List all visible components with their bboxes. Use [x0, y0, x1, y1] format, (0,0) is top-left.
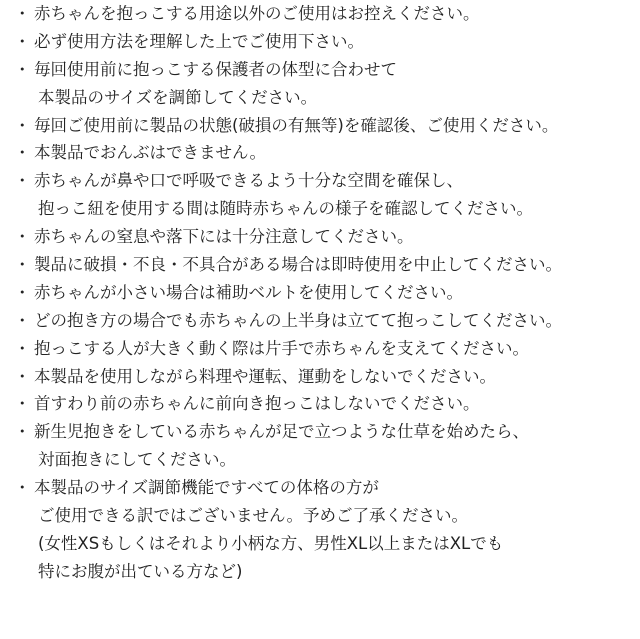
- precaution-text: 赤ちゃんを抱っこする用途以外のご使用はお控えください。: [34, 4, 480, 23]
- precaution-text: 本製品を使用しながら料理や運転、運動をしないでください。: [34, 366, 496, 386]
- bullet-mark: ・: [14, 4, 31, 23]
- precaution-continuation: [0, 84, 640, 112]
- bullet-mark: ・: [14, 255, 31, 275]
- precaution-line: [0, 390, 640, 418]
- precaution-text: (女性XSもしくはそれより小柄な方、男性XL以上またはXLでも: [38, 533, 504, 553]
- bullet-mark: ・: [14, 59, 31, 79]
- bullet-mark: ・: [14, 366, 31, 386]
- precaution-text: 抱っこする人が大きく動く際は片手で赤ちゃんを支えてください。: [34, 338, 529, 358]
- precaution-text: 新生児抱きをしている赤ちゃんが足で立つような仕草を始めたら、: [34, 422, 529, 442]
- precaution-line: [0, 279, 640, 307]
- precaution-continuation: [0, 446, 640, 474]
- precaution-continuation: [0, 558, 640, 586]
- precaution-continuation: [0, 530, 640, 558]
- precaution-line: [0, 28, 640, 56]
- precaution-line: [0, 112, 640, 140]
- precaution-line: [0, 0, 640, 28]
- bullet-mark: ・: [14, 171, 31, 191]
- bullet-mark: ・: [14, 31, 31, 51]
- precaution-text: 抱っこ紐を使用する間は随時赤ちゃんの様子を確認してください。: [38, 199, 533, 219]
- precaution-line: [0, 307, 640, 335]
- precaution-text: 製品に破損・不良・不具合がある場合は即時使用を中止してください。: [34, 255, 562, 275]
- precaution-text: 特にお腹が出ている方など): [38, 561, 243, 581]
- precaution-text: 本製品のサイズ調節機能ですべての体格の方が: [34, 478, 379, 498]
- precaution-line: [0, 56, 640, 84]
- bullet-mark: ・: [14, 282, 31, 302]
- precaution-line: [0, 251, 640, 279]
- precaution-text: 本製品でおんぶはできません。: [34, 143, 266, 163]
- precaution-line: [0, 139, 640, 167]
- precaution-line: [0, 167, 640, 195]
- precaution-text: 必ず使用方法を理解した上でご使用下さい。: [34, 31, 364, 51]
- precaution-text: 赤ちゃんが鼻や口で呼吸できるよう十分な空間を確保し、: [34, 171, 463, 191]
- precaution-line: [0, 474, 640, 502]
- precaution-text: 首すわり前の赤ちゃんに前向き抱っこはしないでください。: [34, 394, 480, 414]
- bullet-mark: ・: [14, 115, 31, 135]
- bullet-mark: ・: [14, 310, 31, 330]
- bullet-mark: ・: [14, 143, 31, 163]
- precaution-text: 毎回使用前に抱っこする保護者の体型に合わせて: [34, 59, 397, 79]
- precaution-text: 赤ちゃんが小さい場合は補助ベルトを使用してください。: [34, 282, 463, 302]
- bullet-mark: ・: [14, 478, 31, 498]
- bullet-mark: ・: [14, 227, 31, 247]
- precaution-text: 本製品のサイズを調節してください。: [38, 87, 318, 107]
- precaution-text: どの抱き方の場合でも赤ちゃんの上半身は立てて抱っこしてください。: [34, 310, 562, 330]
- bullet-mark: ・: [14, 394, 31, 414]
- precaution-line: [0, 418, 640, 446]
- precaution-line: [0, 335, 640, 363]
- precaution-continuation: [0, 502, 640, 530]
- precaution-continuation: [0, 195, 640, 223]
- precaution-line: [0, 363, 640, 391]
- precaution-text: ご使用できる訳ではございません。予めご了承ください。: [38, 506, 468, 526]
- precaution-line: [0, 223, 640, 251]
- precaution-text: 赤ちゃんの窒息や落下には十分注意してください。: [34, 227, 414, 247]
- precaution-text: 毎回ご使用前に製品の状態(破損の有無等)を確認後、ご使用ください。: [34, 115, 559, 135]
- precaution-text: 対面抱きにしてください。: [38, 450, 236, 470]
- bullet-mark: ・: [14, 422, 31, 442]
- bullet-mark: ・: [14, 338, 31, 358]
